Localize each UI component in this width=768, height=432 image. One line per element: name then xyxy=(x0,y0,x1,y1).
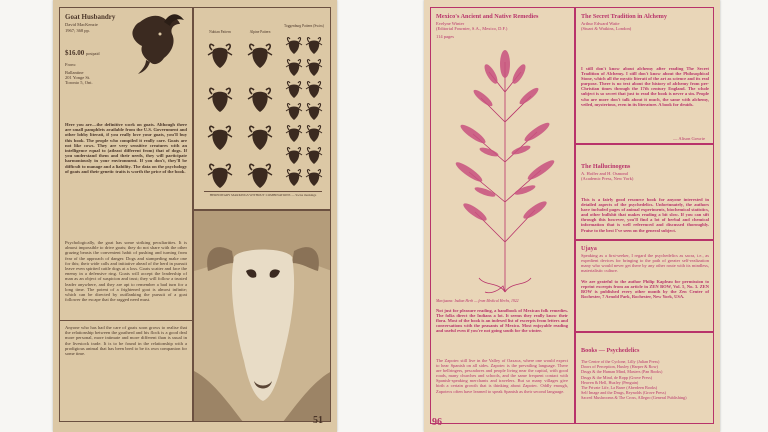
right-page xyxy=(424,0,720,432)
list-item: Heaven & Hell, Huxley (Penguin) xyxy=(581,379,639,385)
from-label: From: xyxy=(65,62,77,67)
alchemy-body: I still don't know about alchemy after reading The Secret Tradition of Alchemy. I still don't know about the Philosophical Stone, which all the mystic literati of the art as science and its real purpose. There is no text about the history of alchemy from pre-Christian times through the 17th century England. The whole subject is so secret that just to read the book is never a sin. People who are more don't talk about it much, the same with alchemy, veiled, mysterious, even in its literature. A book for druids. xyxy=(581,66,709,107)
list-item: Doors of Perception, Huxley (Harper & Row) xyxy=(581,364,658,370)
review-edition: 1967; 368 pp. xyxy=(65,28,90,33)
review-author: David MacKenzie xyxy=(65,22,98,27)
marijuana-plant-illustration xyxy=(445,42,565,297)
page-number-right: 96 xyxy=(432,417,442,428)
review-psychology: Psychologically, the goat has some striking peculiarities. It is almost impossible to drive goats; they do not share with the other grazing beasts the convenient habit of pushing and turning from fear of the approach of danger. Dogs and stampeding make one for this; their wide calls and initiative ahead of the herd in pursuit leave even spirited cattle dogs at a loss. Goats scatter and face the enemy in a defensive ring. Goats will accept the leadership of man as an object of suspicion and trust; they will follow a trusted leader anywhere, and they are apt to remember a bad turn for a long time. The potent of a frightened goat is almost infinite; which can be directed by outflanking the pursuit of a goat follower the escape that the ragged need must. xyxy=(65,240,187,303)
psychedelic-books-section xyxy=(575,332,714,424)
goat-photograph xyxy=(193,210,331,422)
list-item: Drugs & the Human Mind, Masters (Pan Books) xyxy=(581,369,663,375)
hallucinogens-author: A. Hoffer and H. Osmond xyxy=(581,171,628,176)
toggenburg-label: Toggenburg Pattern (Swiss) xyxy=(283,24,324,28)
books-list xyxy=(581,359,711,401)
list-item: The Centre of the Cyclone, Lilly (Julian Press) xyxy=(581,359,660,364)
alchemy-author: Arthur Edward Waite xyxy=(581,21,620,26)
list-item: Sacred Mushrooms & The Cross, Allegro (General Publishing) xyxy=(581,395,687,401)
alpine-label: Alpine Pattern xyxy=(249,30,271,34)
goat-head-illustration xyxy=(120,12,188,76)
remedies-pages: 114 pages xyxy=(436,34,454,39)
remedies-body: The Zapotec still live in the Valley of Oaxaca, where one would expect to hear Spanish on all sides. Zapotec is the prevailing language. There are bellringers, pescadores and people living near the capital, with good roads, many churches and schools, and the same frequent contact with Spanish-speaking merchants and travelers. But so many villages give birth a certain growth that is thinking about Zapotec. Oddly enough, Zapotecs often have learned to speak Spanish as their second language. xyxy=(436,358,568,394)
alchemy-title: The Secret Tradition in Alchemy xyxy=(581,13,667,20)
alchemy-review xyxy=(575,7,714,144)
plant-caption: Marijuana: Indian Herb — from Medical Herbs, 1922 xyxy=(436,299,519,303)
remedies-title: Mexico's Ancient and Native Remedies xyxy=(436,13,539,20)
goat-photo-image xyxy=(194,211,331,422)
remedies-lead: Not just for pleasure reading, a handbook of Mexican folk remedies. The folks direct the Indians a lot. It seems they really know their flora. Most of the book is an indexed list of excerpts from letters and conversations with the peasants of Mexico. Most enjoyable reading and useful even if you're not going south for the winter. xyxy=(436,308,568,334)
goat-figure-caption: HEREDITARY MARKINGS WITHOUT COMBINATIONS — Swiss markings xyxy=(204,191,322,197)
remedies-publisher: (Editorial Fournier, S.A., Mexico, D.F.) xyxy=(436,26,508,31)
goat-husbandry-review xyxy=(59,7,193,321)
left-page xyxy=(53,0,337,432)
review-bottom: Anyone who has had the care of goats soon grows to realise that the relationship between the goatherd and his flock is a good deal more personal, more intimate and more different than is usual in the livestock trade. It is to be found in the relationship with a prodigious animal that has been bred to be its own companion for some time. xyxy=(65,325,187,357)
list-item: The Private Life, La Barre (Aberdeen Books) xyxy=(581,385,658,391)
hallucinogens-title: The Hallucinogens xyxy=(581,163,631,170)
goat-head-grid xyxy=(194,8,332,193)
books-title: Books — Psychedelics xyxy=(581,347,640,354)
ujaya-title: Ujaya xyxy=(581,245,597,252)
page-number-left: 51 xyxy=(313,415,323,426)
goat-markings-figure xyxy=(193,7,331,210)
nubian-label: Nubian Pattern xyxy=(209,30,231,34)
review-price: $16.00 postpaid xyxy=(65,49,100,57)
goat-husbandry-bottom-text xyxy=(59,321,193,422)
from-address: Ballantine 201 Yonge St. Toronto 5, Ont. xyxy=(65,70,93,86)
remedies-author: Evelyne Winter xyxy=(436,21,465,26)
list-item: Drugs & the Mind, de Ropp (Grove Press) xyxy=(581,374,653,380)
ujaya-section xyxy=(575,240,714,332)
review-title: Goat Husbandry xyxy=(65,13,116,21)
review-intro: Here you are—the definitive work on goats. Although there are small pamphlets available from the U.S. Government and other lobby literati, if you really love your goats, you'll buy this book. The people who compiled it really care. Goats are not like cows. They are very sensitive creatures with an intelligence equal to (atleast different from) that of dogs. If you understand them and their needs, they will participate harmoniously in your environment. If you don't, they'll be difficult to manage and a liability. The data on the psychology of goats and their genetic traits is worth the price of the book. xyxy=(65,122,187,174)
hallucinogens-publisher: (Academic Press, New York) xyxy=(581,176,634,181)
hallucinogens-review xyxy=(575,144,714,240)
alchemy-publisher: (Stuart & Watkins, London) xyxy=(581,26,632,31)
mexico-remedies-review xyxy=(430,7,575,424)
alchemy-signature: — Alison Gowrie xyxy=(673,136,705,141)
list-item: Self Image and the Drugs, Reynolds (Grove Press) xyxy=(581,390,666,396)
ujaya-body: Speaking as a first-seeker, I regard the psychedelics as sacra, i.e., as expedient devices for bringing to the path of greater self-realization many who would never get there by any other route with its mindless, materialistic culture. xyxy=(581,253,709,274)
hallucinogens-body: This is a fairly good resource book for anyone interested in detailed aspects of the psychedelics. Unfortunately, the authors have included pages of animal experiments, biochemical statistics, and other bullshit that makes reading a bit slow. If you can sift through this however, you'll find a lot of herbal and chemical information that is well referenced and discussed thoroughly. Praise to the best I've seen on the general subject. xyxy=(581,197,709,233)
ujaya-credit: We are grateful to the author Philip Kapleau for permission to reprint excerpts from an article in ZEN BOW, Vol. 5, No. 3. ZEN BOW is published every other month by the Zen Center of Rochester, 7 Arnold Park, Rochester, New York, USA. xyxy=(581,279,709,300)
